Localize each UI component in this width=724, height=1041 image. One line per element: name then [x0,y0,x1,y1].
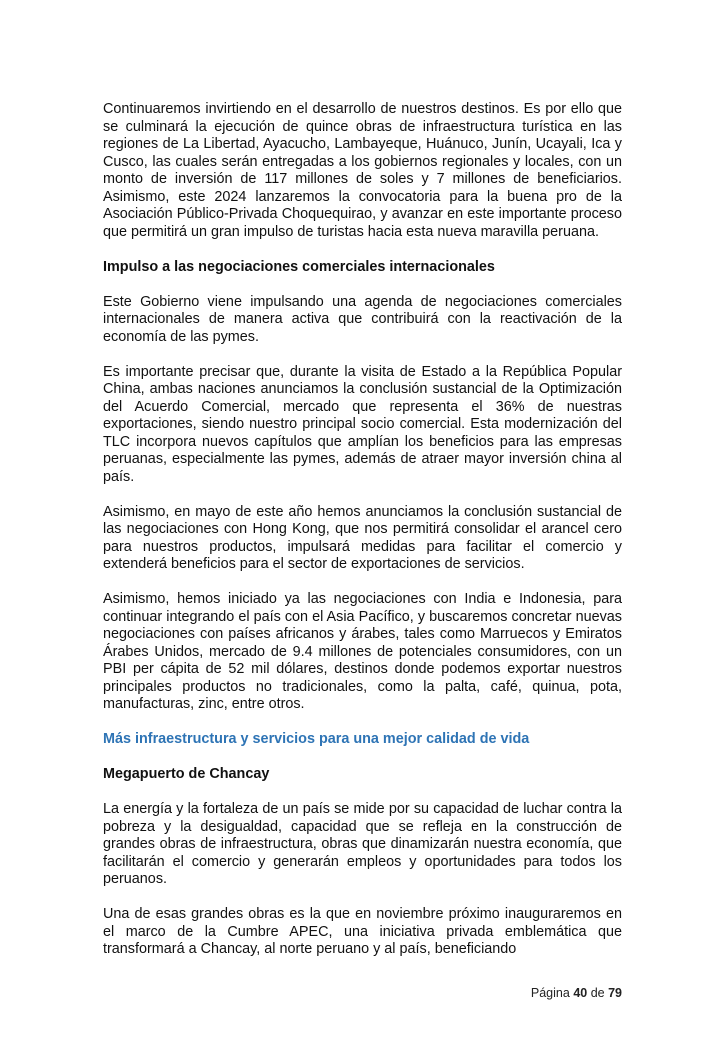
page-separator: de [590,985,605,1000]
paragraph-hong-kong: Asimismo, en mayo de este año hemos anunciamos la conclusión sustancial de las negociaciones con Hong Kong, que nos permitirá consolidar el arancel cero para nuestros productos, impulsará medidas para facilitar el comercio y extenderá beneficios para el sector de exportaciones de servicios. [103,503,622,572]
page-number-footer [103,985,622,1001]
section-heading-infrastructure: Más infraestructura y servicios para una mejor calidad de vida [103,731,530,747]
paragraph-india-indonesia: Asimismo, hemos iniciado ya las negociaciones con India e Indonesia, para continuar integrando el país con el Asia Pacífico, y buscaremos concretar nuevas negociaciones con países africanos y árabes, tales como Marruecos y Emiratos Árabes Unidos, mercado de 9.4 millones de potenciales consumidores, con un PBI per cápita de 52 mil dólares, destinos donde podemos exportar nuestros principales productos no tradicionales, como la palta, café, quinua, pota, manufacturas, zinc, entre otros. [103,591,622,712]
heading-chancay-megaport: Megapuerto de Chancay [103,766,270,782]
paragraph-tourism-infrastructure: Continuaremos invirtiendo en el desarrollo de nuestros destinos. Es por ello que se culminará la ejecución de quince obras de infraestructura turística en las regiones de La Libertad, Ayacucho, Lambayeque, Huánuco, Junín, Ucayali, Ica y Cusco, las cuales serán entregadas a los gobiernos regionales y locales, con un monto de inversión de 117 millones de soles y 7 millones de beneficiarios. Asimismo, este 2024 lanzaremos la convocatoria para la buena pro de la Asociación Público-Privada Choquequirao, y avanzar en este importante proceso que permitirá un gran impulso de turistas hacia esta nueva maravilla peruana. [103,101,622,240]
paragraph-trade-agenda: Este Gobierno viene impulsando una agenda de negociaciones comerciales internacionales de manera activa que contribuirá con la reactivación de la economía de las pymes. [103,293,622,345]
paragraph-apec-chancay: Una de esas grandes obras es la que en noviembre próximo inauguraremos en el marco de la Cumbre APEC, una iniciativa privada emblemática que transformará a Chancay, al norte peruano y al país, beneficiando [103,906,622,957]
page-label: Página [530,985,570,1000]
heading-trade-negotiations: Impulso a las negociaciones comerciales internacionales [103,258,495,275]
total-pages-number: 79 [608,985,622,1000]
paragraph-china-agreement: Es importante precisar que, durante la visita de Estado a la República Popular China, ambas naciones anunciamos la conclusión sustancial de la Optimización del Acuerdo Comercial, mercado que representa el 36% de nuestras exportaciones, siendo nuestro principal socio comercial. Esta modernización del TLC incorpora nuevos capítulos que amplían los beneficios para las empresas peruanas, especialmente las pymes, además de atraer mayor inversión china al país. [103,363,622,485]
document-page [103,101,622,959]
paragraph-infrastructure-energy: La energía y la fortaleza de un país se mide por su capacidad de luchar contra la pobreza y la desigualdad, capacidad que se refleja en la construcción de grandes obras de infraestructura, obras que dinamizarán nuestra economía, que facilitarán el comercio y generarán empleos y oportunidades para todos los peruanos. [103,801,622,887]
current-page-number: 40 [573,985,588,1000]
